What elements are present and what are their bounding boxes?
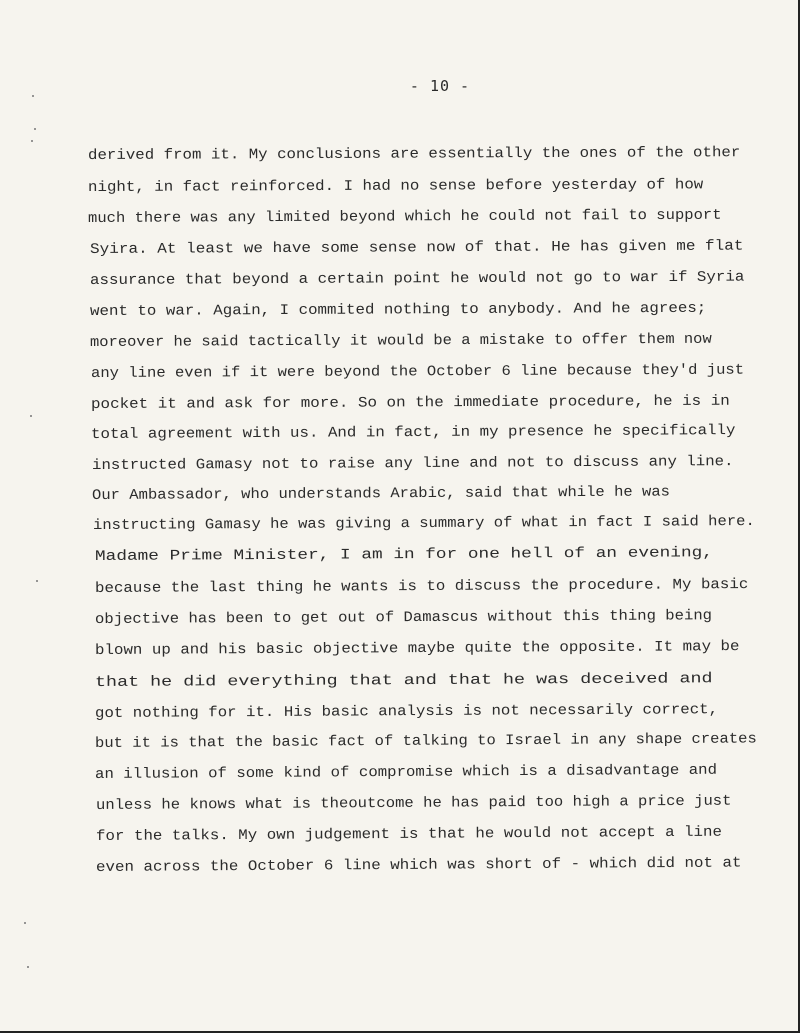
text-line: derived from it. My conclusions are essentially the ones of the other [87, 145, 741, 164]
text-line: went to war. Again, I commited nothing to anybody. And he agrees; [89, 300, 707, 320]
text-line: instructing Gamasy he was giving a summary of what in fact I said here. [92, 513, 755, 534]
text-line: objective has been to get out of Damascus without this thing being [94, 608, 713, 628]
text-line: night, in fact reinforced. I had no sense before yesterday of how [87, 177, 704, 196]
scan-speck [36, 580, 38, 582]
text-line: total agreement with us. And in fact, in my presence he specifically [90, 423, 736, 443]
scan-speck [30, 415, 32, 417]
text-line: blown up and his basic objective maybe quite the opposite. It may be [94, 639, 740, 659]
text-line: moreover he said tactically it would be a mistake to offer them now [89, 331, 712, 351]
text-line: because the last thing he wants is to discuss the procedure. My basic [94, 577, 749, 597]
text-line: much there was any limited beyond which he could not fail to support [87, 207, 722, 227]
text-line: got nothing for it. His basic analysis is not necessarily correct, [94, 702, 719, 722]
text-line: even across the October 6 line which was short of - which did not at [95, 855, 742, 876]
text-line: Madame Prime Minister, I am in for one hell of an evening, [94, 545, 713, 565]
scan-speck [24, 922, 26, 924]
text-line: but it is that the basic fact of talking to Israel in any shape creates [94, 731, 757, 752]
text-line: an illusion of some kind of compromise which is a disadvantage and [94, 762, 718, 783]
text-line: Our Ambassador, who understands Arabic, said that while he was [91, 484, 671, 504]
scan-speck [32, 95, 34, 97]
text-line: for the talks. My own judgement is that he would not accept a line [95, 824, 723, 845]
text-line: pocket it and ask for more. So on the immediate procedure, he is in [90, 393, 730, 413]
text-line: that he did everything that and that he was deceived and [94, 671, 713, 691]
text-line: Syira. At least we have some sense now of that. He has given me flat [89, 238, 744, 258]
text-line: assurance that beyond a certain point he would not go to war if Syria [89, 269, 745, 289]
scan-speck [31, 140, 33, 142]
scan-speck [27, 966, 29, 968]
text-line: instructed Gamasy not to raise any line and not to discuss any line. [91, 454, 734, 474]
text-line: any line even if it were beyond the October 6 line because they'd just [90, 362, 745, 382]
text-line: unless he knows what is theoutcome he has paid too high a price just [95, 793, 732, 814]
scan-speck [34, 128, 36, 130]
page-number: - 10 - [409, 77, 471, 95]
